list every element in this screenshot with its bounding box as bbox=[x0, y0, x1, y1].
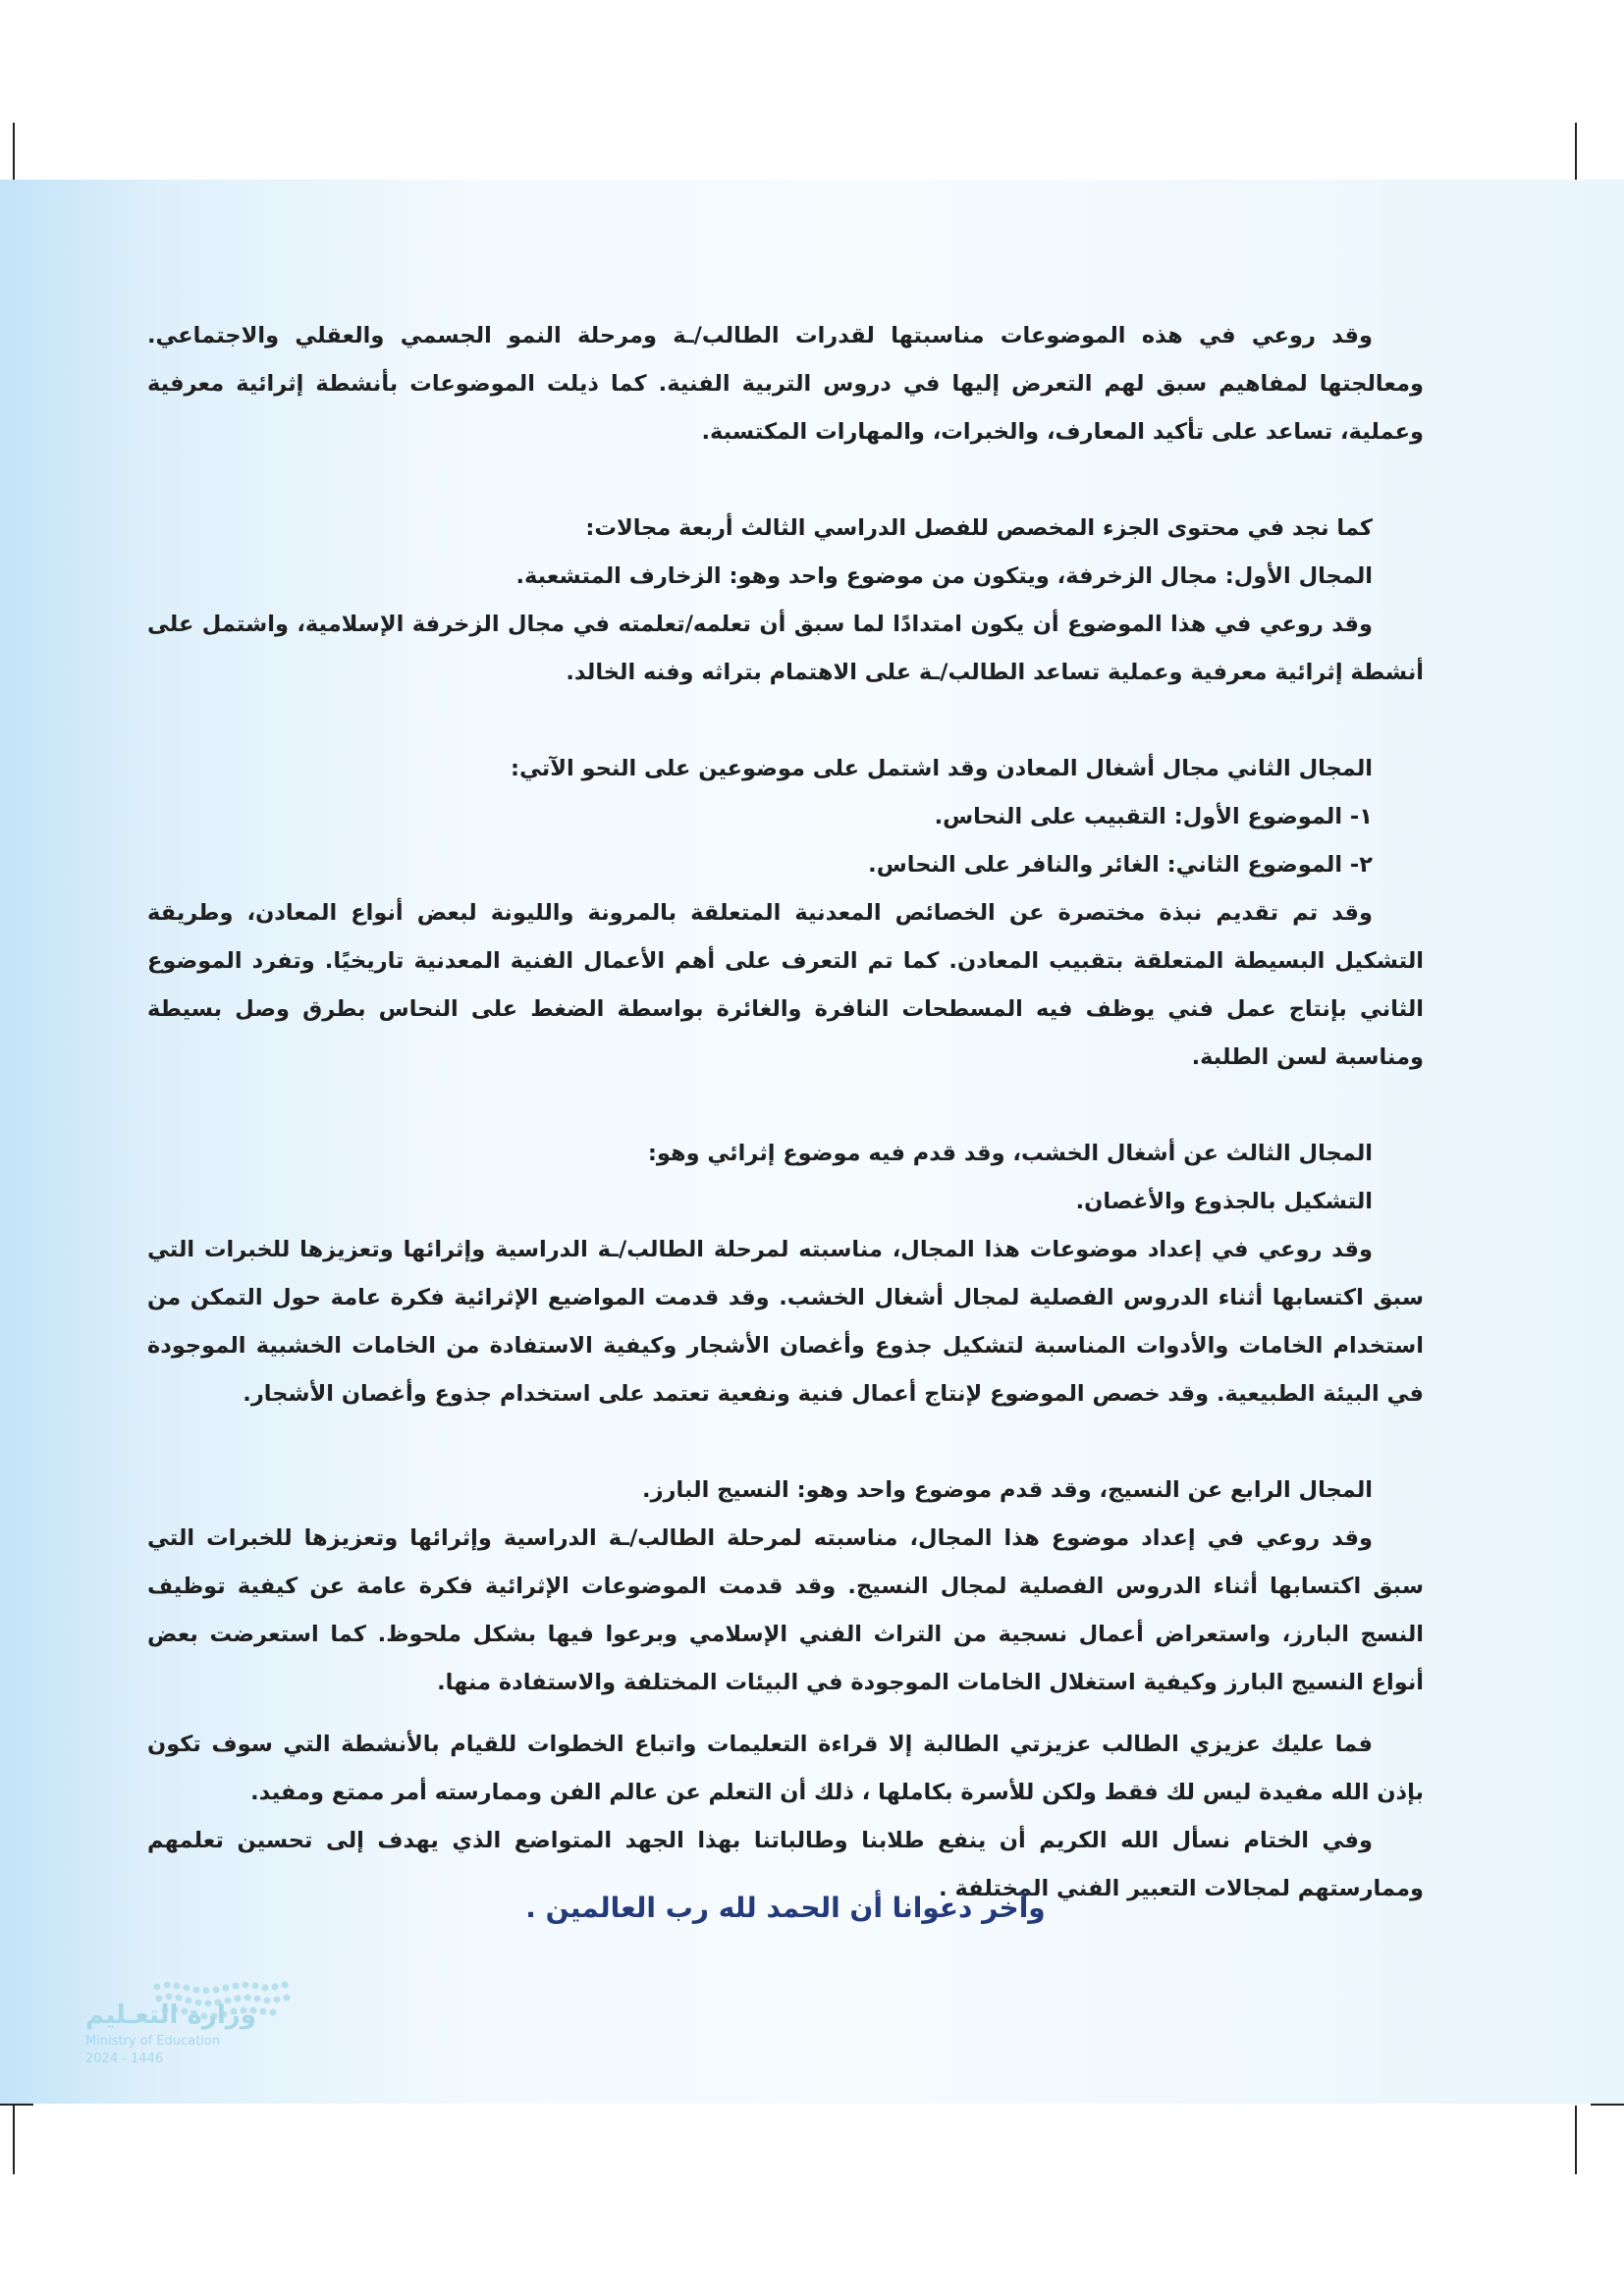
paragraph-considerations: وقد روعي في هذه الموضوعات مناسبتها لقدرات الطالب/ـة ومرحلة النمو الجسمي والعقلي والاجتماعي. ومعالجتها لمفاهيم سبق لهم التعرض إليها في دروس التربية الفنية. كما ذيلت الموضوعات بأنشطة إثرائية معرفية وعملية، تساعد على تأكيد المعارف، والخبرات، والمهارات المكتسبة. bbox=[147, 323, 1424, 445]
crop-mark-bottom-left-h bbox=[0, 2104, 33, 2106]
paragraph-four-fields: كما نجد في محتوى الجزء المخصص للفصل الدراسي الثالث أربعة مجالات: bbox=[585, 515, 1373, 541]
list-item-topic-one: ١- الموضوع الأول: التقبيب على النحاس. bbox=[934, 804, 1373, 829]
crop-mark-bottom-right-v bbox=[1575, 2106, 1577, 2174]
paragraph-field-three-topic: التشكيل بالجذوع والأغصان. bbox=[1075, 1189, 1373, 1214]
ministry-year: 2024 - 1446 bbox=[85, 2052, 164, 2066]
ministry-name-arabic: وزارة التعـليم bbox=[85, 2001, 256, 2030]
paragraph-field-four: المجال الرابع عن النسيج، وقد قدم موضوع واحد وهو: النسيج البارز. bbox=[642, 1477, 1373, 1503]
closing-prayer: وآخر دعوانا أن الحمد لله رب العالمين . bbox=[525, 1892, 1046, 1924]
intro-body bbox=[147, 312, 1424, 1913]
crop-mark-top-left-v bbox=[13, 123, 15, 182]
paragraph-field-two: المجال الثاني مجال أشغال المعادن وقد اشتمل على موضوعين على النحو الآتي: bbox=[511, 756, 1373, 781]
paragraph-field-one: المجال الأول: مجال الزخرفة، ويتكون من موضوع واحد وهو: الزخارف المتشعبة. bbox=[515, 563, 1373, 589]
list-item-topic-two: ٢- الموضوع الثاني: الغائر والنافر على النحاس. bbox=[868, 852, 1373, 878]
paragraph-student-address: فما عليك عزيزي الطالب عزيزتي الطالبة إلا قراءة التعليمات واتباع الخطوات للقيام بالأنشطة التي سوف تكون بإذن الله مفيدة ليس لك فقط ولكن للأسرة بكاملها ، ذلك أن التعلم عن عالم الفن وممارسته أمر ممتع ومفيد. bbox=[147, 1732, 1424, 1805]
paragraph-conclusion: وفي الختام نسأل الله الكريم أن ينفع طلابنا وطالباتنا بهذا الجهد المتواضع الذي يهدف إلى تحسين تعلمهم وممارستهم لمجالات التعبير الفني المختلفة . bbox=[147, 1828, 1424, 1901]
crop-mark-bottom-left-v bbox=[13, 2106, 15, 2174]
paragraph-field-three: المجال الثالث عن أشغال الخشب، وقد قدم فيه موضوع إثرائي وهو: bbox=[647, 1141, 1373, 1166]
paragraph-field-three-details: وقد روعي في إعداد موضوعات هذا المجال، مناسبته لمرحلة الطالب/ـة الدراسية وإثرائها وتعزيزها للخبرات التي سبق اكتسابها أثناء الدروس الفصلية لمجال أشغال الخشب. وقد قدمت المواضيع الإثرائية فكرة عامة حول التمكن من استخدام الخامات والأدوات المناسبة لتشكيل جذوع وأغصان الأشجار وكيفية الاستفادة من الخامات الخشبية الموجودة في البيئة الطبيعية. وقد خصص الموضوع لإنتاج أعمال فنية ونفعية تعتمد على استخدام جذوع وأغصان الأشجار. bbox=[147, 1237, 1424, 1407]
paragraph-field-two-details: وقد تم تقديم نبذة مختصرة عن الخصائص المعدنية المتعلقة بالمرونة والليونة لبعض أنواع المعادن، وطريقة التشكيل البسيطة المتعلقة بتقبيب المعادن. كما تم التعرف على أهم الأعمال الفنية المعدنية تاريخيًا. وتفرد الموضوع الثاني بإنتاج عمل فني يوظف فيه المسطحات النافرة والغائرة بواسطة الضغط على النحاس بطرق وصل بسيطة ومناسبة لسن الطلبة. bbox=[147, 900, 1424, 1070]
crop-mark-top-right-v bbox=[1575, 123, 1577, 182]
paragraph-field-one-details: وقد روعي في هذا الموضوع أن يكون امتدادًا لما سبق أن تعلمه/تعلمته في مجال الزخرفة الإسلامية، واشتمل على أنشطة إثرائية معرفية وعملية تساعد الطالب/ـة على الاهتمام بتراثه وفنه الخالد. bbox=[147, 612, 1424, 685]
ministry-name-english: Ministry of Education bbox=[85, 2034, 221, 2049]
crop-mark-bottom-right-h bbox=[1591, 2104, 1624, 2106]
paragraph-field-four-details: وقد روعي في إعداد موضوع هذا المجال، مناسبته لمرحلة الطالب/ـة الدراسية وإثرائها وتعزيزها للخبرات التي سبق اكتسابها أثناء الدروس الفصلية لمجال النسيج. وقد قدمت الموضوعات الإثرائية فكرة عامة عن كيفية توظيف النسج البارز، واستعراض أعمال نسجية من التراث الفني الإسلامي وبرعوا فيها بشكل ملحوظ. كما استعرضت بعض أنواع النسيج البارز وكيفية استغلال الخامات الموجودة في البيئات المختلفة والاستفادة منها. bbox=[147, 1525, 1424, 1695]
